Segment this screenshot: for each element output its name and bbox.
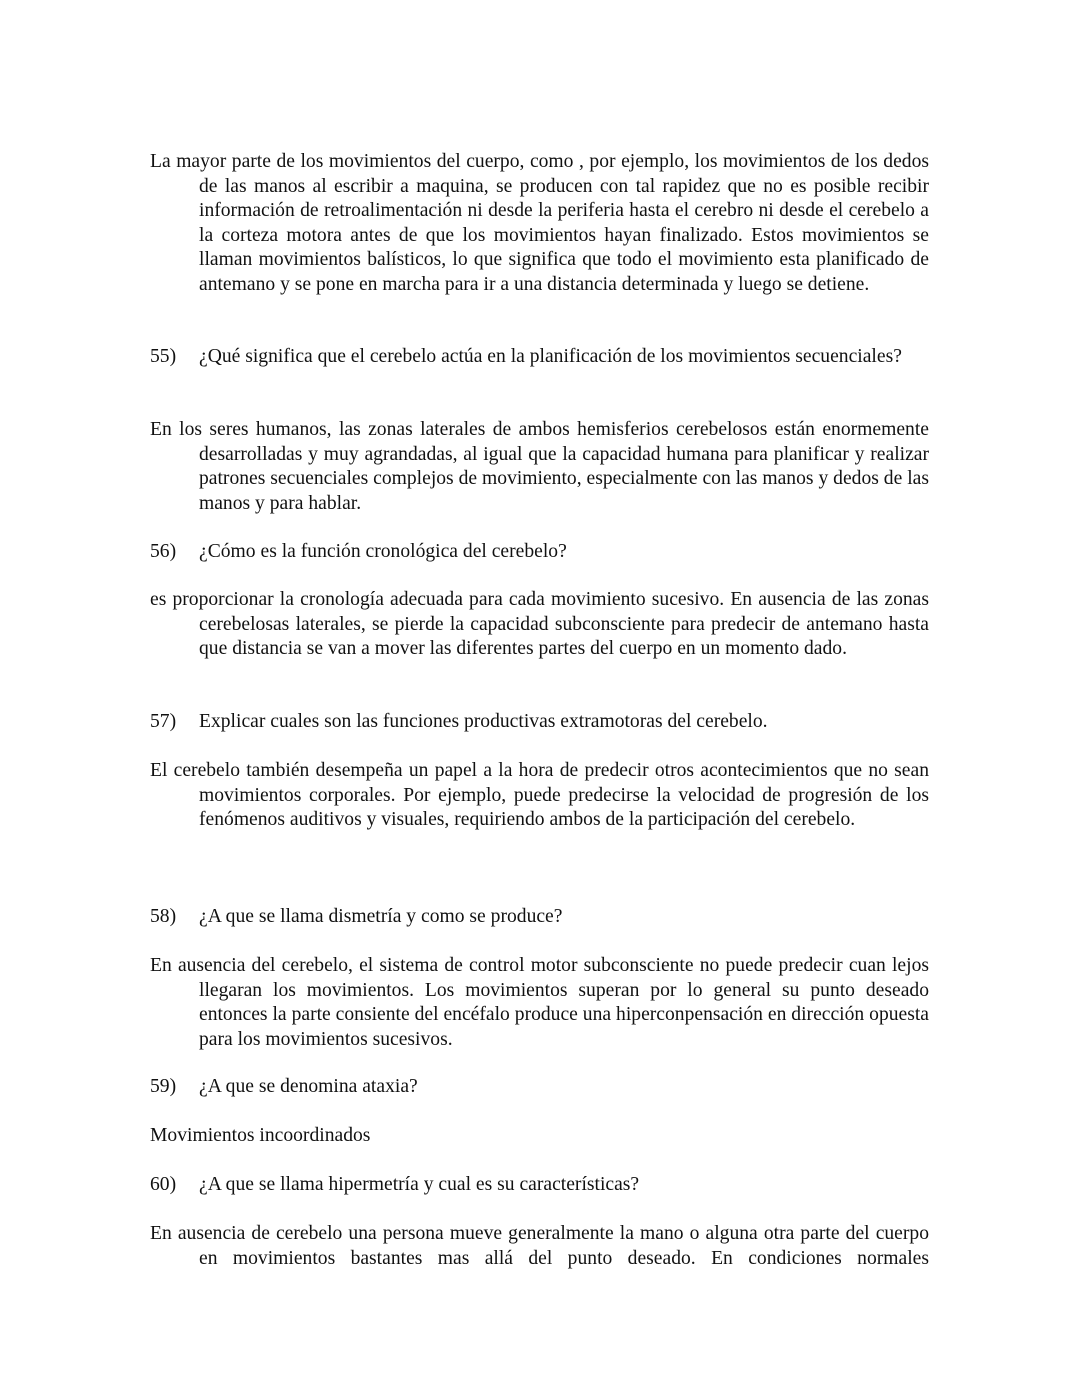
answer-paragraph: Movimientos incoordinados: [150, 1125, 371, 1146]
question-number: 60): [150, 1174, 177, 1195]
question-number: 58): [150, 906, 177, 927]
question-text: ¿Cómo es la función cronológica del cerebelo?: [199, 541, 567, 562]
answer-paragraph: En ausencia de cerebelo una persona mueve generalmente la mano o alguna otra parte del cuerpo en movimientos bastantes mas allá del punto deseado. En condiciones normales: [150, 1223, 929, 1269]
question-number: 56): [150, 541, 177, 562]
question-text: ¿Qué significa que el cerebelo actúa en la planificación de los movimientos secuenciales?: [199, 346, 902, 367]
answer-paragraph: En los seres humanos, las zonas laterales de ambos hemisferios cerebelosos están enormemente desarrolladas y muy agrandadas, al igual que la capacidad humana para planificar y realizar patrones secuenciales complejos de movimiento, especialmente con las manos y dedos de las manos y para hablar.: [150, 419, 929, 514]
question-59: [150, 1075, 929, 1100]
answer-paragraph: En ausencia del cerebelo, el sistema de control motor subconsciente no puede predecir cuan lejos llegaran los movimientos. Los movimientos superan por lo general su punto deseado entonces la parte consiente del encéfalo produce una hiperconpensación en dirección opuesta para los movimientos sucesivos.: [150, 955, 929, 1050]
question-text: ¿A que se denomina ataxia?: [199, 1076, 418, 1097]
answer-paragraph: El cerebelo también desempeña un papel a la hora de predecir otros acontecimientos que no sean movimientos corporales. Por ejemplo, puede predecirse la velocidad de progresión de los fenómenos auditivos y visuales, requiriendo ambos de la participación del cerebelo.: [150, 760, 929, 830]
question-57: [150, 710, 929, 735]
question-60: [150, 1173, 929, 1198]
question-55: [150, 345, 929, 370]
question-58: [150, 905, 929, 930]
question-text: ¿A que se llama hipermetría y cual es su características?: [199, 1174, 640, 1195]
question-number: 55): [150, 346, 177, 367]
question-text: ¿A que se llama dismetría y como se produce?: [199, 906, 563, 927]
answer-paragraph: La mayor parte de los movimientos del cuerpo, como , por ejemplo, los movimientos de los dedos de las manos al escribir a maquina, se producen con tal rapidez que no es posible recibir información de retroalimentación ni desde la periferia hasta el cerebro ni desde el cerebelo a la corteza motora antes de que los movimientos hayan finalizado. Estos movimientos se llaman movimientos balísticos, lo que significa que todo el movimiento esta planificado de antemano y se pone en marcha para ir a una distancia determinada y luego se detiene.: [150, 151, 929, 295]
answer-paragraph: es proporcionar la cronología adecuada para cada movimiento sucesivo. En ausencia de las zonas cerebelosas laterales, se pierde la capacidad subconsciente para predecir de antemano hasta que distancia se van a mover las diferentes partes del cuerpo en un momento dado.: [150, 589, 929, 659]
question-number: 57): [150, 711, 177, 732]
question-number: 59): [150, 1076, 177, 1097]
question-text: Explicar cuales son las funciones productivas extramotoras del cerebelo.: [199, 711, 768, 732]
question-56: [150, 540, 929, 565]
